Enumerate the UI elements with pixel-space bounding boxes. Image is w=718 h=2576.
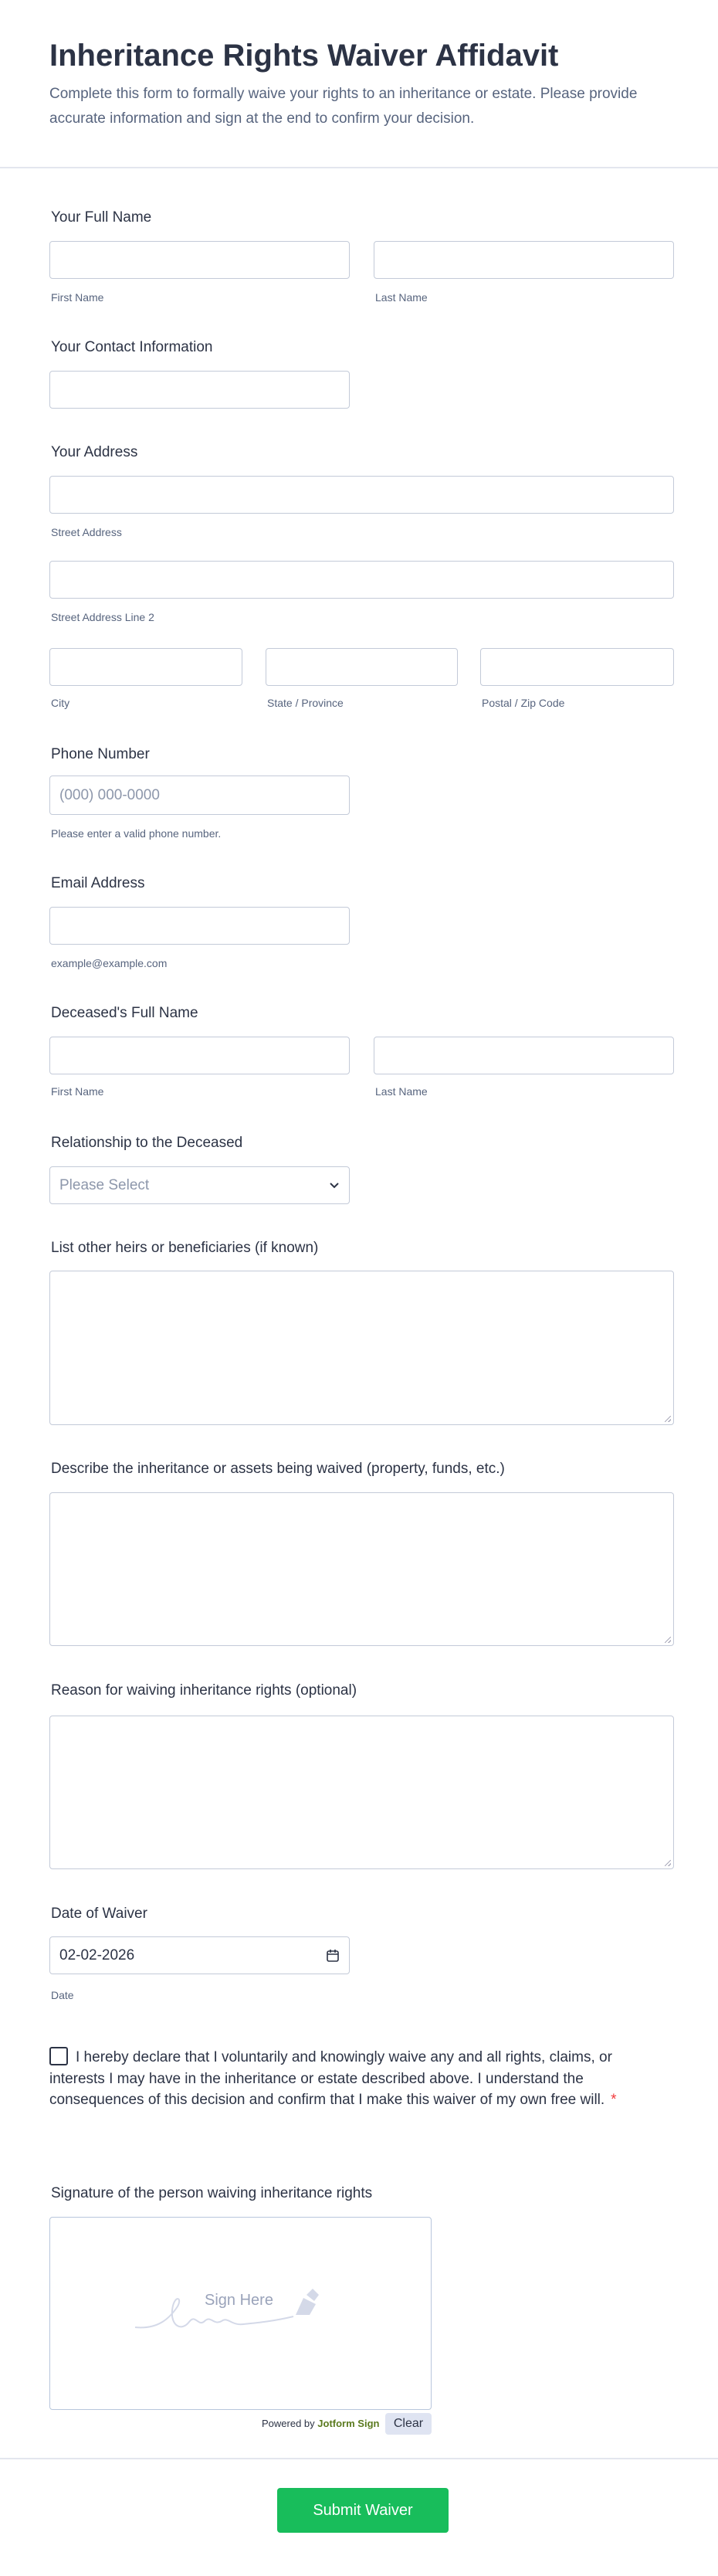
phone-help: Please enter a valid phone number. <box>51 827 222 840</box>
signature-label: Signature of the person waiving inheritance rights <box>51 2185 373 2201</box>
resize-handle-icon[interactable] <box>665 1860 671 1866</box>
page-title: Inheritance Rights Waiver Affidavit <box>49 39 559 73</box>
relationship-value: Please Select <box>59 1176 150 1193</box>
street2-sublabel: Street Address Line 2 <box>51 611 154 623</box>
deceased-first-sublabel: First Name <box>51 1085 104 1098</box>
sign-here-placeholder: Sign Here <box>205 2292 273 2309</box>
chevron-down-icon <box>329 1182 340 1190</box>
state-sublabel: State / Province <box>267 697 344 709</box>
email-help: example@example.com <box>51 957 168 969</box>
last-name-input[interactable] <box>374 241 674 279</box>
street2-input[interactable] <box>49 561 674 599</box>
jotform-sign-brand: Jotform Sign <box>317 2418 380 2429</box>
assets-label: Describe the inheritance or assets being waived (property, funds, etc.) <box>51 1461 505 1477</box>
heirs-label: List other heirs or beneficiaries (if known) <box>51 1240 319 1256</box>
deceased-first-input[interactable] <box>49 1037 350 1074</box>
calendar-icon[interactable] <box>326 1949 340 1963</box>
phone-label: Phone Number <box>51 746 150 762</box>
full-name-label: Your Full Name <box>51 209 152 226</box>
required-asterisk: * <box>611 2092 617 2108</box>
resize-handle-icon[interactable] <box>665 1416 671 1422</box>
phone-placeholder: (000) 000-0000 <box>59 786 160 803</box>
deceased-last-sublabel: Last Name <box>375 1085 428 1098</box>
heirs-textarea[interactable] <box>49 1271 674 1425</box>
submit-button[interactable]: Submit Waiver <box>277 2488 449 2533</box>
declaration-checkbox[interactable] <box>49 2047 68 2065</box>
email-input[interactable] <box>49 907 350 945</box>
zip-input[interactable] <box>480 648 674 686</box>
contact-input[interactable] <box>49 371 350 409</box>
last-name-sublabel: Last Name <box>375 291 428 304</box>
deceased-last-input[interactable] <box>374 1037 674 1074</box>
assets-textarea[interactable] <box>49 1492 674 1646</box>
powered-by-text: Powered by Jotform Sign <box>262 2418 380 2429</box>
relationship-label: Relationship to the Deceased <box>51 1135 243 1151</box>
clear-signature-button[interactable]: Clear <box>385 2413 432 2435</box>
zip-sublabel: Postal / Zip Code <box>482 697 565 709</box>
reason-textarea[interactable] <box>49 1716 674 1869</box>
city-input[interactable] <box>49 648 242 686</box>
street-sublabel: Street Address <box>51 526 122 538</box>
first-name-sublabel: First Name <box>51 291 104 304</box>
contact-label: Your Contact Information <box>51 339 213 355</box>
date-sublabel: Date <box>51 1989 74 2001</box>
phone-input[interactable] <box>49 776 350 815</box>
state-input[interactable] <box>266 648 458 686</box>
declaration-checkbox-row[interactable] <box>49 2047 667 2111</box>
address-label: Your Address <box>51 444 138 460</box>
email-label: Email Address <box>51 875 145 891</box>
header-divider <box>0 167 718 168</box>
date-input[interactable] <box>49 1936 350 1974</box>
signature-pad[interactable] <box>49 2217 432 2410</box>
relationship-select[interactable] <box>49 1166 350 1204</box>
reason-label: Reason for waiving inheritance rights (optional) <box>51 1682 357 1699</box>
footer-divider <box>0 2458 718 2459</box>
street-input[interactable] <box>49 476 674 514</box>
city-sublabel: City <box>51 697 70 709</box>
signature-pen-icon <box>127 2287 351 2341</box>
deceased-label: Deceased's Full Name <box>51 1005 198 1021</box>
page-subtitle: Complete this form to formally waive your rights to an inheritance or estate. Please provide accurate information and sign at the end to confirm your decision. <box>49 86 638 127</box>
date-value: 02-02-2026 <box>59 1946 135 1963</box>
resize-handle-icon[interactable] <box>665 1637 671 1643</box>
declaration-text: I hereby declare that I voluntarily and knowingly waive any and all rights, claims, or interests I may have in the inheritance or estate described above. I understand the consequences of this decision and confirm that I make this waiver of my own free will. <box>49 2049 612 2108</box>
first-name-input[interactable] <box>49 241 350 279</box>
date-label: Date of Waiver <box>51 1906 147 1922</box>
